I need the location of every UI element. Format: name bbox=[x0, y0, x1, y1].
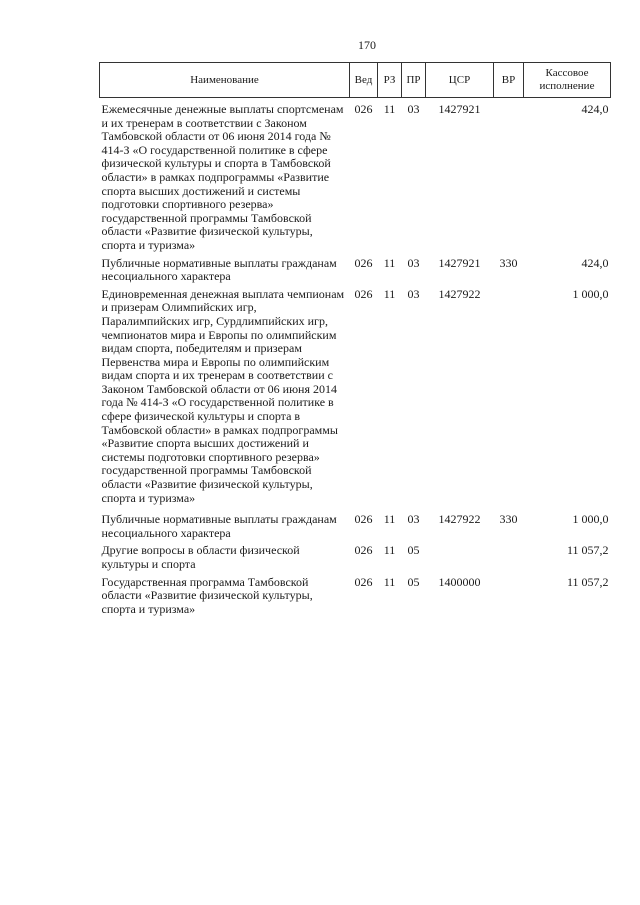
table-row bbox=[100, 509, 611, 544]
row-vr bbox=[494, 288, 524, 510]
row-amount: 11 057,2 bbox=[566, 574, 609, 589]
row-pr: 05 bbox=[407, 574, 420, 589]
row-csr: 1427921 bbox=[438, 102, 481, 116]
table-row bbox=[100, 98, 611, 257]
page-number: 170 bbox=[358, 38, 376, 52]
row-name: Государственная программа Тамбовской области «Развитие физической культуры, спорта и туризма» bbox=[101, 574, 313, 616]
row-pr: 03 bbox=[407, 286, 420, 301]
header-ved: Вед bbox=[350, 63, 378, 98]
row-csr: 1427922 bbox=[438, 512, 481, 527]
header-amount: Кассовое исполнение bbox=[524, 63, 611, 98]
header-vr: ВР bbox=[494, 63, 524, 98]
row-name: Ежемесячные денежные выплаты спортсменам и их тренерам в соответствии с Законом Тамбовской области от 06 июня 2014 года № 414-З «О государственной политике в сфере физической культуры и спорта в Тамбовской области» в рамках подпрограммы «Развитие спорта высших достижений и системы подготовки спортивного резерва» государственной программы Тамбовской области «Развитие физической культуры, спорта и туризма» bbox=[101, 102, 344, 252]
table-row bbox=[100, 576, 611, 621]
header-csr: ЦСР bbox=[426, 63, 494, 98]
row-vr bbox=[494, 544, 524, 575]
row-rz: 11 bbox=[383, 512, 396, 527]
row-amount: 1 000,0 bbox=[572, 512, 609, 527]
row-amount: 424,0 bbox=[581, 102, 609, 116]
row-csr: 1427921 bbox=[438, 255, 481, 270]
row-vr: 330 bbox=[499, 512, 518, 527]
row-pr: 03 bbox=[407, 255, 420, 270]
row-rz: 11 bbox=[383, 543, 396, 558]
row-csr bbox=[426, 544, 494, 575]
table-header-row bbox=[100, 63, 611, 98]
header-name: Наименование bbox=[100, 63, 350, 98]
row-amount: 11 057,2 bbox=[566, 543, 609, 558]
row-name: Публичные нормативные выплаты гражданам несоциального характера bbox=[101, 255, 337, 284]
row-pr: 03 bbox=[407, 102, 420, 116]
row-pr: 03 bbox=[407, 512, 420, 527]
row-amount: 424,0 bbox=[581, 255, 609, 270]
row-pr: 05 bbox=[407, 543, 420, 558]
row-name: Единовременная денежная выплата чемпионам и призерам Олимпийских игр, Паралимпийских игр, Сурдлимпийских игр, чемпионатов мира и Европы по олимпийским видам спорта, победителям и призерам Первенства мира и Европы по олимпийским видам спорта и их тренерам в соответствии с Законом Тамбовской области от 06 июня 2014 года № 414-З «О государственной политике в сфере физической культуры и спорта в Тамбовской области» в рамках подпрограммы «Развитие спорта высших достижений и системы подготовки спортивного резерва» государственной программы Тамбовской области «Развитие физической культуры, спорта и туризма» bbox=[101, 286, 345, 505]
header-pr: ПР bbox=[402, 63, 426, 98]
row-name: Публичные нормативные выплаты гражданам несоциального характера bbox=[101, 512, 337, 540]
table-row bbox=[100, 288, 611, 510]
budget-table bbox=[99, 62, 611, 620]
row-ved: 026 bbox=[354, 574, 373, 589]
header-rz: РЗ bbox=[378, 63, 402, 98]
row-ved: 026 bbox=[354, 286, 373, 301]
row-ved: 026 bbox=[354, 255, 373, 270]
row-ved: 026 bbox=[354, 102, 373, 116]
row-rz: 11 bbox=[383, 255, 396, 270]
row-vr bbox=[494, 576, 524, 621]
row-vr: 330 bbox=[499, 255, 518, 270]
row-ved: 026 bbox=[354, 512, 373, 527]
row-amount: 1 000,0 bbox=[572, 286, 609, 301]
row-vr bbox=[494, 98, 524, 257]
row-rz: 11 bbox=[383, 574, 396, 589]
row-name: Другие вопросы в области физической культуры и спорта bbox=[101, 543, 300, 571]
row-rz: 11 bbox=[383, 102, 396, 116]
row-csr: 1400000 bbox=[438, 574, 481, 589]
table-row bbox=[100, 544, 611, 575]
row-ved: 026 bbox=[354, 543, 373, 558]
row-rz: 11 bbox=[383, 286, 396, 301]
row-csr: 1427922 bbox=[438, 286, 481, 301]
table-row bbox=[100, 257, 611, 288]
